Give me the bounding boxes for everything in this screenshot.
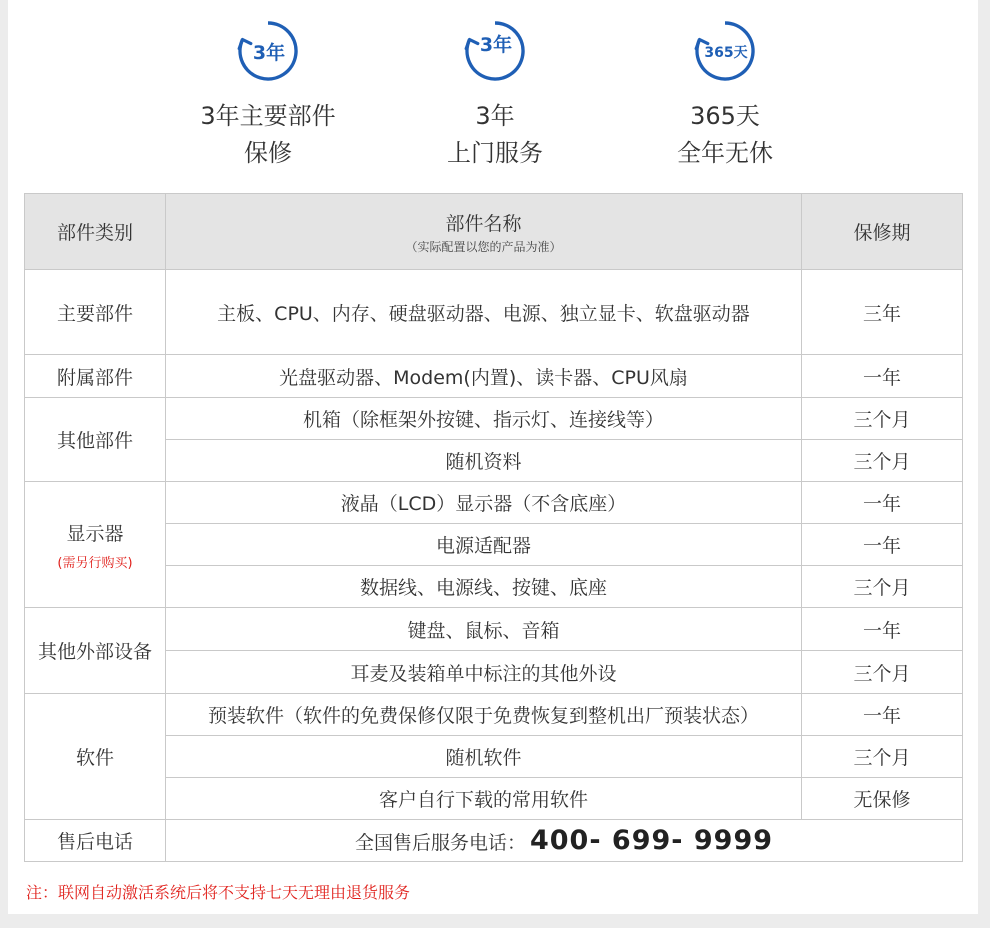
badge-title: 365天	[690, 102, 760, 130]
hotline-cell	[166, 820, 963, 862]
badge-3-year-parts	[168, 18, 368, 172]
header-category: 部件类别	[25, 194, 166, 270]
purchase-separately-note: (需另行购买)	[57, 555, 133, 571]
badge-365-days	[625, 18, 825, 172]
part-name-cell: 主板、CPU、内存、硬盘驱动器、电源、独立显卡、软盘驱动器	[166, 270, 802, 355]
table-row	[25, 778, 963, 820]
warranty-card	[8, 0, 978, 914]
category-cell: 主要部件	[25, 270, 166, 355]
period-cell: 三个月	[802, 440, 963, 482]
badge-subtitle: 保修	[244, 139, 292, 167]
part-name-cell: 液晶（LCD）显示器（不含底座）	[166, 482, 802, 524]
period-cell: 一年	[802, 608, 963, 651]
period-cell: 一年	[802, 482, 963, 524]
badge-subtitle: 上门服务	[447, 139, 543, 167]
part-name-cell: 光盘驱动器、Modem(内置)、读卡器、CPU风扇	[166, 355, 802, 398]
part-name-cell: 随机软件	[166, 736, 802, 778]
table-row	[25, 355, 963, 398]
category-cell: 其他部件	[25, 398, 166, 482]
service-badges	[8, 0, 978, 190]
period-cell: 一年	[802, 524, 963, 566]
header-part-name	[166, 194, 802, 270]
category-cell: 软件	[25, 694, 166, 820]
badge-title: 3年	[475, 102, 515, 130]
period-cell: 三年	[802, 270, 963, 355]
svg-text:365天: 365天	[704, 45, 748, 61]
period-cell: 一年	[802, 694, 963, 736]
period-cell: 三个月	[802, 651, 963, 694]
header-part-name-label: 部件名称	[445, 212, 522, 235]
table-row	[25, 566, 963, 608]
category-cell	[25, 482, 166, 608]
table-row	[25, 608, 963, 651]
hotline-number: 400- 699- 9999	[529, 825, 774, 856]
badge-3-year-onsite	[395, 18, 595, 172]
part-name-cell: 随机资料	[166, 440, 802, 482]
header-period: 保修期	[802, 194, 963, 270]
header-part-name-note: （实际配置以您的产品为准）	[405, 239, 562, 254]
badge-subtitle: 全年无休	[677, 139, 773, 167]
period-cell: 三个月	[802, 398, 963, 440]
part-name-cell: 数据线、电源线、按键、底座	[166, 566, 802, 608]
365-day-circle-icon	[692, 18, 758, 84]
table-row	[25, 270, 963, 355]
table-row	[25, 440, 963, 482]
period-cell: 一年	[802, 355, 963, 398]
period-cell: 无保修	[802, 778, 963, 820]
part-name-cell: 耳麦及装箱单中标注的其他外设	[166, 651, 802, 694]
category-cell: 附属部件	[25, 355, 166, 398]
table-row	[25, 482, 963, 524]
hotline-row	[25, 820, 963, 862]
three-year-circle-icon	[235, 18, 301, 84]
table-header-row	[25, 194, 963, 270]
hotline-label: 全国售后服务电话：	[354, 832, 526, 854]
category-cell: 其他外部设备	[25, 608, 166, 694]
table-row	[25, 524, 963, 566]
part-name-cell: 预装软件（软件的免费保修仅限于免费恢复到整机出厂预装状态）	[166, 694, 802, 736]
category-label: 显示器	[66, 522, 124, 545]
category-cell: 售后电话	[25, 820, 166, 862]
table-row	[25, 736, 963, 778]
warranty-table	[24, 193, 963, 862]
three-year-circle-icon	[462, 18, 528, 84]
period-cell: 三个月	[802, 566, 963, 608]
table-row	[25, 398, 963, 440]
badge-title: 3年主要部件	[200, 102, 336, 130]
svg-text:3年: 3年	[479, 34, 513, 56]
part-name-cell: 机箱（除框架外按键、指示灯、连接线等）	[166, 398, 802, 440]
table-row	[25, 694, 963, 736]
part-name-cell: 键盘、鼠标、音箱	[166, 608, 802, 651]
table-row	[25, 651, 963, 694]
part-name-cell: 电源适配器	[166, 524, 802, 566]
part-name-cell: 客户自行下载的常用软件	[166, 778, 802, 820]
period-cell: 三个月	[802, 736, 963, 778]
activation-footnote: 注：联网自动激活系统后将不支持七天无理由退货服务	[26, 883, 411, 902]
svg-text:3年: 3年	[252, 42, 286, 64]
